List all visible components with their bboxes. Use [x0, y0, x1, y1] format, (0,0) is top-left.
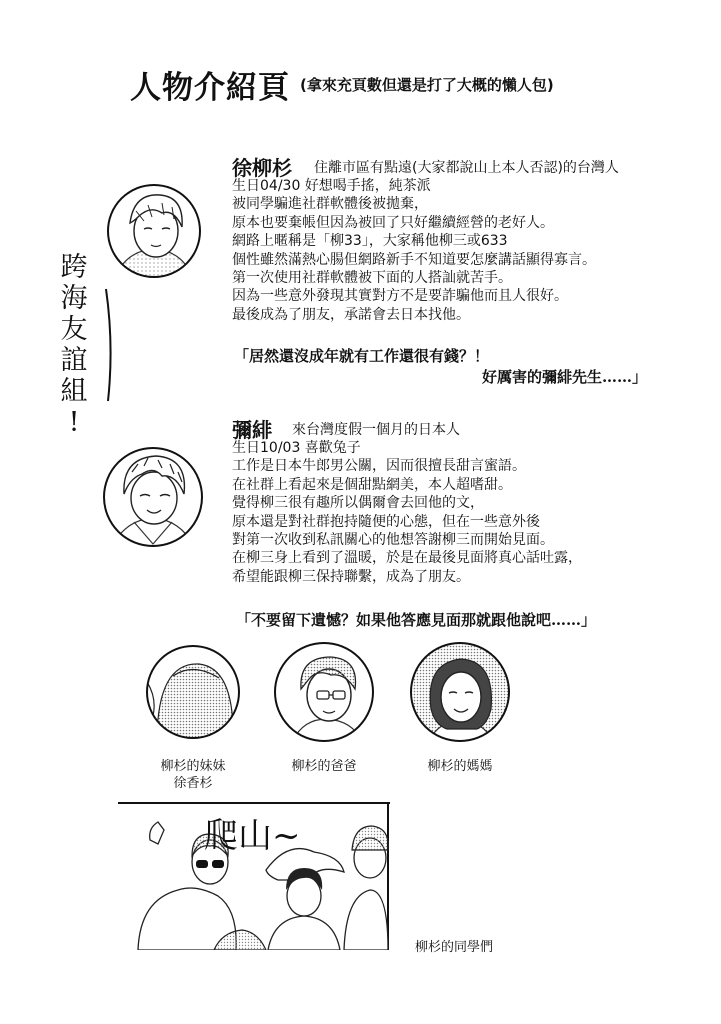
description-line: 希望能跟柳三保持聯繫，成為了朋友。	[232, 568, 470, 585]
description-line: 在社群上看起來是個甜點網美，本人超嗜甜。	[232, 476, 512, 493]
family-portrait	[407, 639, 513, 745]
character-name: 彌緋	[232, 418, 272, 442]
vertical-char: 海	[60, 283, 88, 314]
character-quote: 「不要留下遺憾？如果他答應見面那就跟他說吧……」	[236, 611, 597, 629]
family-portrait	[143, 642, 243, 742]
character-role: 來台灣度假一個月的日本人	[292, 422, 460, 438]
page-subtitle: (拿來充頁數但還是打了大概的懶人包)	[300, 76, 554, 94]
vertical-char: 友	[60, 314, 88, 345]
character-description	[232, 177, 596, 324]
family-caption: 柳杉的妹妹	[160, 759, 226, 774]
page-title: 人物介紹頁	[130, 70, 290, 106]
bracket-line	[100, 285, 130, 405]
description-line: 生日10/03 喜歡兔子	[232, 440, 361, 456]
description-line: 被同學騙進社群軟體後被拋棄，	[232, 196, 428, 213]
character-portrait	[100, 444, 206, 550]
description-line: 對第一次收到私訊關心的他想答謝柳三而開始見面。	[232, 531, 554, 548]
family-caption: 柳杉的媽媽	[427, 759, 493, 774]
character-name: 徐柳杉	[232, 156, 292, 180]
family-caption: 柳杉的爸爸	[291, 759, 357, 774]
vertical-char: !	[68, 407, 80, 438]
vertical-char: 跨	[60, 252, 88, 283]
description-line: 第一次使用社群軟體被下面的人搭訕就苦手。	[232, 269, 512, 286]
vertical-char: 誼	[60, 345, 88, 376]
description-line: 生日04/30 好想喝手搖，純茶派	[232, 178, 431, 194]
family-portrait	[271, 639, 377, 745]
character-quote: 好厲害的彌緋先生……」	[482, 368, 648, 386]
group-panel	[118, 800, 390, 950]
description-line: 因為一些意外發現其實對方不是要詐騙他而且人很好。	[232, 288, 568, 305]
description-line: 原本也要棄帳但因為被回了只好繼續經營的老好人。	[232, 214, 554, 231]
character-role: 住離市區有點遠(大家都說山上本人否認)的台灣人	[314, 160, 619, 176]
description-line: 在柳三身上看到了溫暖，於是在最後見面將真心話吐露，	[232, 550, 582, 567]
description-line: 最後成為了朋友，承諾會去日本找他。	[232, 306, 470, 323]
description-line: 覺得柳三很有趣所以偶爾會去回他的文，	[232, 495, 484, 512]
vertical-char: 組	[60, 376, 88, 407]
family-caption: 徐香杉	[173, 776, 213, 791]
description-line: 網路上暱稱是「柳33」，大家稱他柳三或633	[232, 233, 508, 250]
description-line: 工作是日本牛郎男公關，因而很擅長甜言蜜語。	[232, 458, 526, 475]
description-line: 個性雖然滿熱心腸但網路新手不知道要怎麼講話顯得寡言。	[232, 251, 596, 268]
group-banner: 爬山~	[204, 816, 301, 856]
description-line: 原本還是對社群抱持隨便的心態，但在一些意外後	[232, 513, 540, 530]
group-caption: 柳杉的同學們	[415, 940, 494, 955]
character-description	[232, 439, 582, 586]
character-portrait	[104, 181, 204, 281]
vertical-slogan	[52, 252, 96, 438]
character-quote: 「居然還沒成年就有工作還很有錢？！	[234, 347, 490, 365]
